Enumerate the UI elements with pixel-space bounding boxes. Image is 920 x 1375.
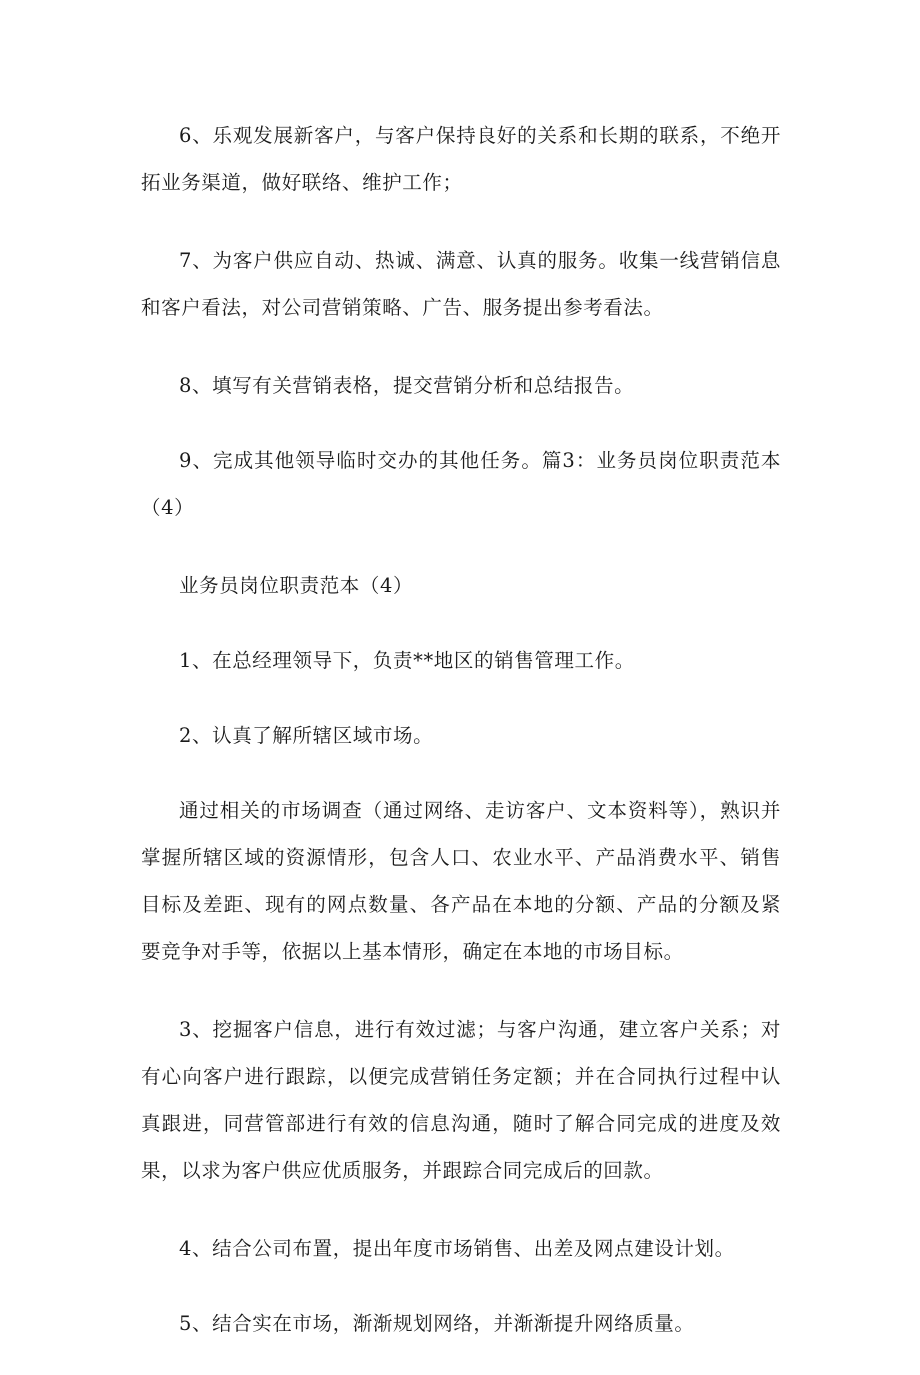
document-body xyxy=(141,112,781,1375)
paragraph-8: 8、填写有关营销表格，提交营销分析和总结报告。 xyxy=(179,374,635,397)
paragraph-2: 2、认真了解所辖区域市场。 xyxy=(179,724,434,747)
paragraph-1: 1、在总经理领导下，负责**地区的销售管理工作。 xyxy=(179,649,635,672)
paragraph-2-detail: 通过相关的市场调查（通过网络、走访客户、文本资料等），熟识并掌握所辖区域的资源情形，包含人口、农业水平、产品消费水平、销售目标及差距、现有的网点数量、各产品在本地的分额、产品的分额及紧要竞争对手等，依据以上基本情形，确定在本地的市场目标。 xyxy=(141,799,781,963)
paragraph-3: 3、挖掘客户信息，进行有效过滤；与客户沟通，建立客户关系；对有心向客户进行跟踪，以便完成营销任务定额；并在合同执行过程中认真跟进，同营管部进行有效的信息沟通，随时了解合同完成的进度及效果，以求为客户供应优质服务，并跟踪合同完成后的回款。 xyxy=(141,1018,781,1182)
paragraph-7: 7、为客户供应自动、热诚、满意、认真的服务。收集一线营销信息和客户看法，对公司营销策略、广告、服务提出参考看法。 xyxy=(141,249,781,319)
section-title: 业务员岗位职责范本（4） xyxy=(179,574,414,597)
paragraph-6: 6、乐观发展新客户，与客户保持良好的关系和长期的联系，不绝开拓业务渠道，做好联络、维护工作； xyxy=(141,124,781,194)
paragraph-4: 4、结合公司布置，提出年度市场销售、出差及网点建设计划。 xyxy=(179,1237,735,1260)
paragraph-9: 9、完成其他领导临时交办的其他任务。篇3：业务员岗位职责范本（4） xyxy=(141,449,781,519)
paragraph-5: 5、结合实在市场，渐渐规划网络，并渐渐提升网络质量。 xyxy=(179,1312,695,1335)
